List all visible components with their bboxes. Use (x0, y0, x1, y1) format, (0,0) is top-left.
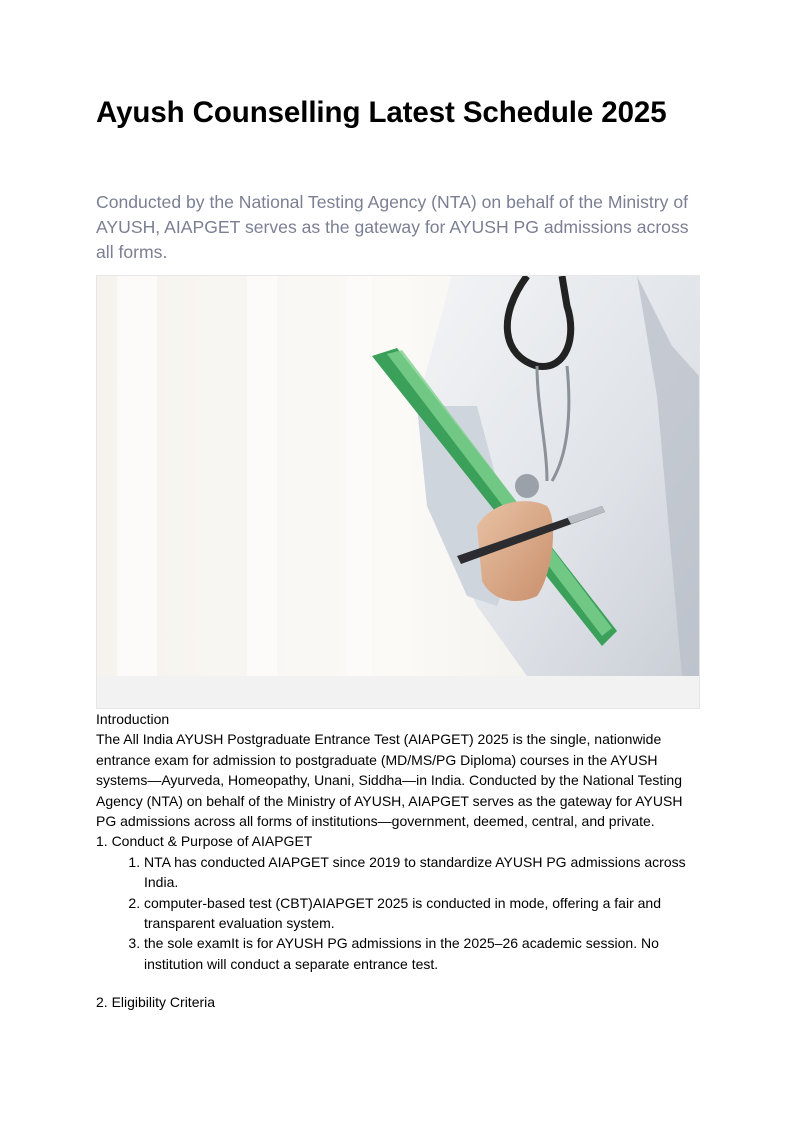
section1-list (96, 852, 700, 974)
article-body (96, 709, 700, 1013)
section1-heading: 1. Conduct & Purpose of AIAPGET (96, 833, 313, 850)
page-title: Ayush Counselling Latest Schedule 2025 (96, 96, 667, 129)
list-item: 1. NTA has conducted AIAPGET since 2019 to standardize AYUSH PG admissions across India. (144, 852, 700, 893)
list-item: 2. computer-based test (CBT)AIAPGET 2025 is conducted in mode, offering a fair and transparent evaluation system. (144, 893, 700, 934)
list-item: 3. the sole examIt is for AYUSH PG admissions in the 2025–26 academic session. No institution will conduct a separate entrance test. (144, 933, 700, 974)
doctor-photo (96, 275, 700, 709)
intro-heading: Introduction (96, 711, 170, 727)
section2-heading: 2. Eligibility Criteria (96, 994, 216, 1011)
intro-paragraph: The All India AYUSH Postgraduate Entrance Test (AIAPGET) 2025 is the single, nationwide entrance exam for admission to postgraduate (MD/MS/PG Diploma) courses in the AYUSH systems—Ayurveda, Homeopathy, Unani, Siddha—in India. Conducted by the National Testing Agency (NTA) on behalf of the Ministry of AYUSH, AIAPGET serves as the gateway for AYUSH PG admissions across all forms of institutions—government, deemed, central, and private. (96, 731, 683, 830)
subtitle: Conducted by the National Testing Agency (NTA) on behalf of the Ministry of AYUSH, AIAPGET serves as the gateway for AYUSH PG admissions across all forms. (96, 192, 689, 262)
doctor-stethoscope-icon (97, 276, 699, 676)
